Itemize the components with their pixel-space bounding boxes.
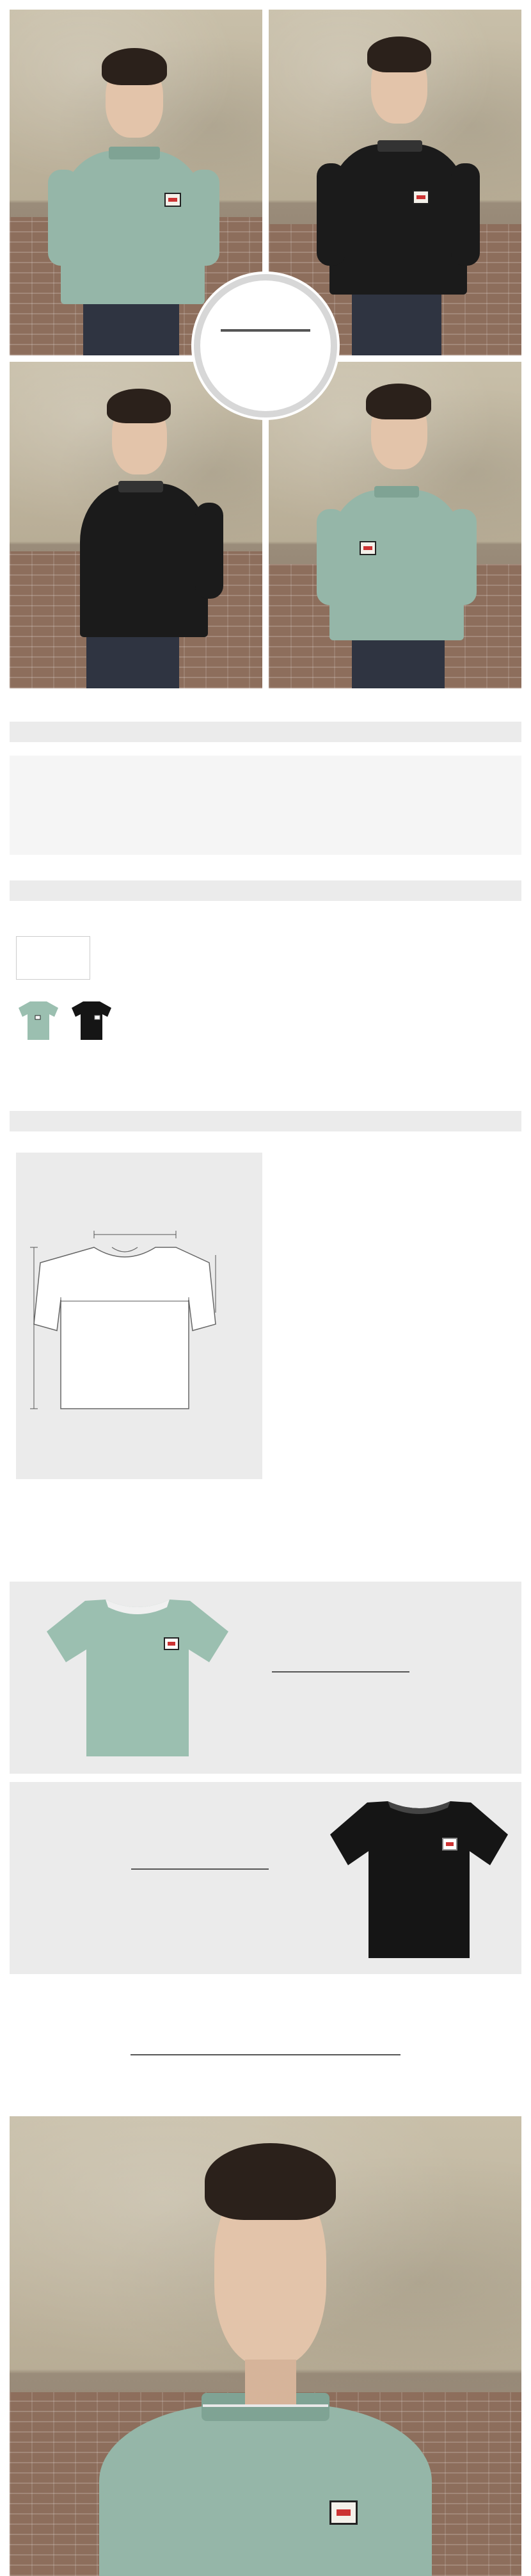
size-information-header <box>10 1111 521 1131</box>
mini-brand-logo <box>16 936 90 980</box>
swatch-black-shirt <box>69 999 114 1042</box>
tshirt-outline-drawing <box>16 1153 262 1479</box>
product-information-header <box>10 880 521 901</box>
design-information-box <box>10 756 521 855</box>
mint-shirt-flat-image <box>42 1593 234 1763</box>
black-shirt-flat-image <box>326 1795 512 1964</box>
brand-logo-seal <box>194 274 337 417</box>
swatch-mint-shirt <box>16 999 61 1042</box>
model-photo-mint-side <box>269 362 521 688</box>
colorway-black-panel <box>10 1782 521 1974</box>
logo-tagline <box>221 329 310 332</box>
grayscale-calibration-bar <box>61 1499 483 1511</box>
care-instructions-grid <box>286 1002 513 1078</box>
model-photo-mint-closeup <box>10 2116 521 2576</box>
size-diagram <box>16 1153 262 1479</box>
model-photo-black-side <box>10 362 262 688</box>
design-information-header <box>10 722 521 742</box>
colorway-mint-panel <box>10 1582 521 1774</box>
